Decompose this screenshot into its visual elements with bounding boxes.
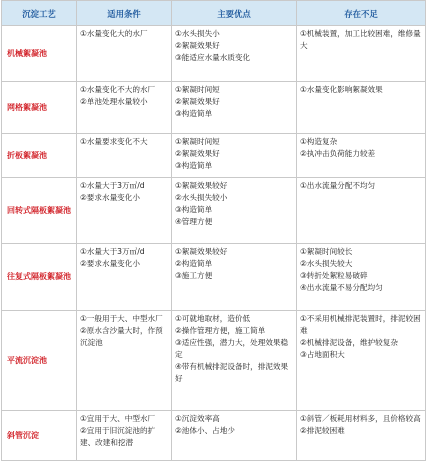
advantages-cell	[172, 82, 297, 134]
list-item: ①水头损失小	[175, 29, 220, 38]
disadvantages-cell	[297, 26, 426, 82]
header-process: 沉淀工艺	[2, 1, 77, 26]
list-item: ②池体小、占地少	[175, 426, 235, 435]
conditions-cell	[77, 82, 172, 134]
list-item: ①宜用于大、中型水厂	[80, 414, 156, 423]
list-item: ②絮凝效果好	[175, 41, 220, 50]
list-item: ③适应性强，潜力大，处理效果稳定	[175, 338, 289, 359]
list-item: ①沉淀效率高	[175, 414, 220, 423]
table-row	[2, 178, 426, 244]
conditions-cell	[77, 26, 172, 82]
header-advantages: 主要优点	[172, 1, 297, 26]
process-name: 往复式隔板絮凝池	[2, 244, 77, 311]
disadvantages-cell	[297, 411, 426, 461]
process-name: 斜管沉淀	[2, 411, 77, 461]
disadvantages-cell	[297, 82, 426, 134]
list-item: ②水头损失较大	[300, 259, 353, 268]
disadvantages-cell	[297, 178, 426, 244]
list-item: ③能适应水量水质变化	[175, 53, 251, 62]
advantages-cell	[172, 26, 297, 82]
list-item: ①斜管／板耗用材料多，且价格较高	[300, 414, 421, 423]
list-item: ①水量大于3万㎥/d	[80, 247, 145, 256]
table-row	[2, 311, 426, 411]
list-item: ④管理方便	[175, 217, 213, 226]
list-item: ①水量要求变化不大	[80, 137, 148, 146]
list-item: ①絮凝时间短	[175, 137, 220, 146]
conditions-cell	[77, 244, 172, 311]
list-item: ①机械装置，加工比较困难，维修量大	[300, 29, 421, 50]
list-item: ①水量变化大的水厂	[80, 29, 148, 38]
list-item: ②操作管理方便，施工简单	[175, 326, 266, 335]
list-item: ③转折处絮粒易破碎	[300, 271, 368, 280]
list-item: ②原水含沙量大时，作预沉淀池	[80, 326, 163, 347]
list-item: ①水量变化不大的水厂	[80, 85, 156, 94]
conditions-cell	[77, 411, 172, 461]
list-item: ③施工方便	[175, 271, 213, 280]
list-item: ①可就地取材，造价低	[175, 314, 251, 323]
process-name: 折板絮凝池	[2, 134, 77, 178]
table-row	[2, 82, 426, 134]
process-name: 网格絮凝池	[2, 82, 77, 134]
list-item: ①絮凝效果较好	[175, 247, 228, 256]
disadvantages-cell	[297, 244, 426, 311]
advantages-cell	[172, 311, 297, 411]
list-item: ①絮凝时间较长	[300, 247, 353, 256]
table-row	[2, 134, 426, 178]
list-item: ③构造简单	[175, 109, 213, 118]
conditions-cell	[77, 178, 172, 244]
list-item: ①絮凝时间短	[175, 85, 220, 94]
list-item: ②排泥较困难	[300, 426, 345, 435]
header-conditions: 适用条件	[77, 1, 172, 26]
list-item: ②絮凝效果好	[175, 149, 220, 158]
list-item: ②水头损失较小	[175, 193, 228, 202]
list-item: ②宜用于旧沉淀池的扩建、改建和挖潜	[80, 426, 156, 447]
advantages-cell	[172, 411, 297, 461]
disadvantages-cell	[297, 134, 426, 178]
conditions-cell	[77, 311, 172, 411]
list-item: ③构造简单	[175, 161, 213, 170]
disadvantages-cell	[297, 311, 426, 411]
header-disadvantages: 存在不足	[297, 1, 426, 26]
list-item: ③构造简单	[175, 205, 213, 214]
list-item: ①水量大于3万㎥/d	[80, 181, 145, 190]
table-row	[2, 244, 426, 311]
list-item: ②要求水量变化小	[80, 259, 140, 268]
process-name: 平流沉淀池	[2, 311, 77, 411]
advantages-cell	[172, 178, 297, 244]
process-name: 回转式隔板絮凝池	[2, 178, 77, 244]
process-name: 机械絮凝池	[2, 26, 77, 82]
list-item: ②单池处理水量较小	[80, 97, 148, 106]
table-row	[2, 411, 426, 461]
conditions-cell	[77, 134, 172, 178]
list-item: ①水量变化影响絮凝效果	[300, 85, 383, 94]
list-item: ②执冲击负荷能力较差	[300, 149, 376, 158]
advantages-cell	[172, 134, 297, 178]
table-row	[2, 26, 426, 82]
list-item: ④出水流量不易分配均匀	[300, 283, 383, 292]
list-item: ②絮凝效果好	[175, 97, 220, 106]
list-item: ③占地面积大	[300, 350, 345, 359]
list-item: ①一般用于大、中型水厂	[80, 314, 163, 323]
list-item: ②机械排泥设备，维护较复杂	[300, 338, 398, 347]
list-item: ①不采用机械排泥装置时，排泥较困难	[300, 314, 421, 335]
list-item: ②要求水量变化小	[80, 193, 140, 202]
advantages-cell	[172, 244, 297, 311]
comparison-table	[1, 0, 426, 461]
list-item: ②构造简单	[175, 259, 213, 268]
list-item: ①絮凝效果较好	[175, 181, 228, 190]
list-item: ①构造复杂	[300, 137, 338, 146]
list-item: ①出水流量分配不均匀	[300, 181, 376, 190]
header-row	[2, 1, 426, 26]
list-item: ④带有机械排泥设备时，排泥效果好	[175, 362, 289, 383]
